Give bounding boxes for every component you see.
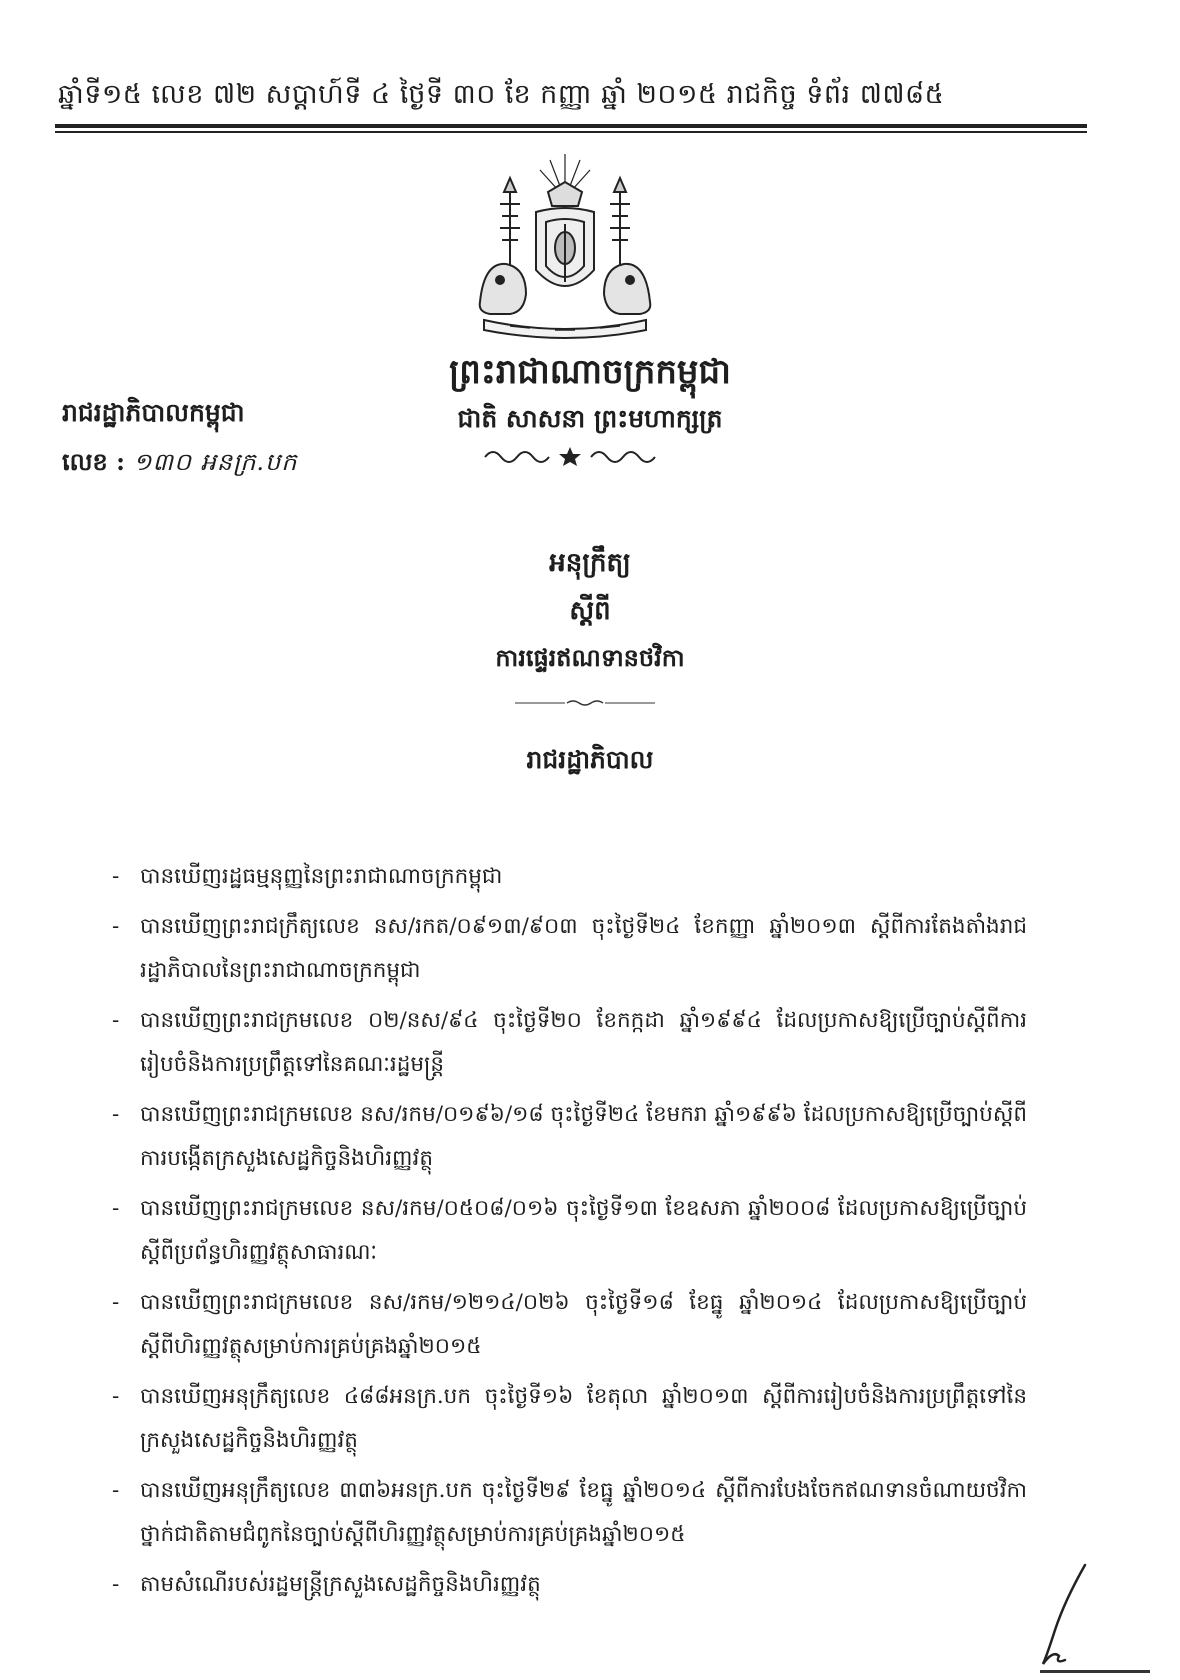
clause-item: - បានឃើញរដ្ឋធម្មនុញ្ញនៃព្រះរាជាណាចក្រកម្ពុជា bbox=[112, 864, 503, 889]
clause-item: - បានឃើញព្រះរាជក្រឹត្យលេខ នស/រកត/០៩១៣/៩០៣ ចុះថ្ងៃទី២៤ ខែកញ្ញា ឆ្នាំ២០១៣ ស្តីពីការតែងតាំងរាជរដ្ឋាភិបាលនៃព្រះរាជាណាចក្រកម្ពុជា bbox=[112, 914, 1027, 983]
signature-icon bbox=[1025, 1560, 1105, 1670]
document-number: លេខ : ១៣០ អនក្រ.បក bbox=[62, 447, 298, 476]
national-motto: ជាតិ សាសនា ព្រះមហាក្សត្រ bbox=[457, 404, 723, 433]
clause-item: - បានឃើញអនុក្រឹត្យលេខ ៣៣៦អនក្រ.បក ចុះថ្ងៃទី២៩ ខែធ្នូ ឆ្នាំ២០១៤ ស្តីពីការបែងចែកឥណទានចំណាយថវិកាថ្នាក់ជាតិតាមជំពូកនៃច្បាប់ស្តីពីហិរញ្ញវត្ថុសម្រាប់ការគ្រប់គ្រងឆ្នាំ២០១៥ bbox=[112, 1478, 1027, 1547]
header-rule-thin bbox=[55, 131, 1087, 133]
clause-item: - បានឃើញព្រះរាជក្រមលេខ នស/រកម/១២១៤/០២៦ ចុះថ្ងៃទី១៨ ខែធ្នូ ឆ្នាំ២០១៤ ដែលប្រកាសឱ្យប្រើច្បាប់ស្តីពីហិរញ្ញវត្ថុសម្រាប់ការគ្រប់គ្រងឆ្នាំ២០១៥ bbox=[112, 1290, 1027, 1359]
title-subject: ការផ្ទេរឥណទានថវិកា bbox=[495, 643, 685, 672]
clause-item: - បានឃើញព្រះរាជក្រមលេខ នស/រកម/០៥០៨/០១៦ ចុះថ្ងៃទី១៣ ខែឧសភា ឆ្នាំ២០០៨ ដែលប្រកាសឱ្យប្រើច្បាប់ស្តីពីប្រព័ន្ធហិរញ្ញវត្ថុសាធារណៈ bbox=[112, 1196, 1027, 1265]
document-number-value: ១៣០ អនក្រ.បក bbox=[133, 448, 298, 476]
title-on: ស្តីពី bbox=[569, 596, 611, 626]
royal-coat-of-arms-icon bbox=[470, 152, 660, 342]
kingdom-title: ព្រះរាជាណាចក្រកម្ពុជា bbox=[449, 352, 731, 392]
title-divider-icon bbox=[515, 698, 655, 708]
page-corner-mark bbox=[1040, 1670, 1150, 1673]
gazette-header: ឆ្នាំទី១៥ លេខ ៧២ សប្តាហ៍ទី ៤ ថ្ងៃទី ៣០ ខែ កញ្ញា ឆ្នាំ ២០១៥ រាជកិច្ច ទំព័រ ៧៧៨៥ bbox=[58, 79, 945, 110]
document-number-label: លេខ bbox=[62, 447, 108, 476]
clause-item: - តាមសំណើរបស់រដ្ឋមន្ត្រីក្រសួងសេដ្ឋកិច្ចនិងហិរញ្ញវត្ថុ bbox=[112, 1572, 541, 1597]
title-sub-decree: អនុក្រឹត្យ bbox=[549, 548, 631, 578]
clause-item: - បានឃើញព្រះរាជក្រមលេខ ០២/នស/៩៤ ចុះថ្ងៃទី២០ ខែកក្កដា ឆ្នាំ១៩៩៤ ដែលប្រកាសឱ្យប្រើច្បាប់ស្តីពីការរៀបចំនិងការប្រព្រឹត្តទៅនៃគណៈរដ្ឋមន្ត្រី bbox=[112, 1008, 1027, 1077]
header-rule-thick bbox=[55, 124, 1087, 128]
issuer: រាជរដ្ឋាភិបាល bbox=[526, 745, 654, 774]
ornamental-divider-icon bbox=[475, 445, 665, 467]
government-name: រាជរដ្ឋាភិបាលកម្ពុជា bbox=[62, 398, 245, 427]
clause-item: - បានឃើញព្រះរាជក្រមលេខ នស/រកម/០១៩៦/១៨ ចុះថ្ងៃទី២៤ ខែមករា ឆ្នាំ១៩៩៦ ដែលប្រកាសឱ្យប្រើច្បាប់ស្តីពីការបង្កើតក្រសួងសេដ្ឋកិច្ចនិងហិរញ្ញវត្ថុ bbox=[112, 1102, 1027, 1171]
preamble-clauses bbox=[112, 855, 1027, 1613]
clause-item: - បានឃើញអនុក្រឹត្យលេខ ៤៨៨អនក្រ.បក ចុះថ្ងៃទី១៦ ខែតុលា ឆ្នាំ២០១៣ ស្តីពីការរៀបចំនិងការប្រព្រឹត្តទៅនៃក្រសួងសេដ្ឋកិច្ចនិងហិរញ្ញវត្ថុ bbox=[112, 1384, 1027, 1453]
